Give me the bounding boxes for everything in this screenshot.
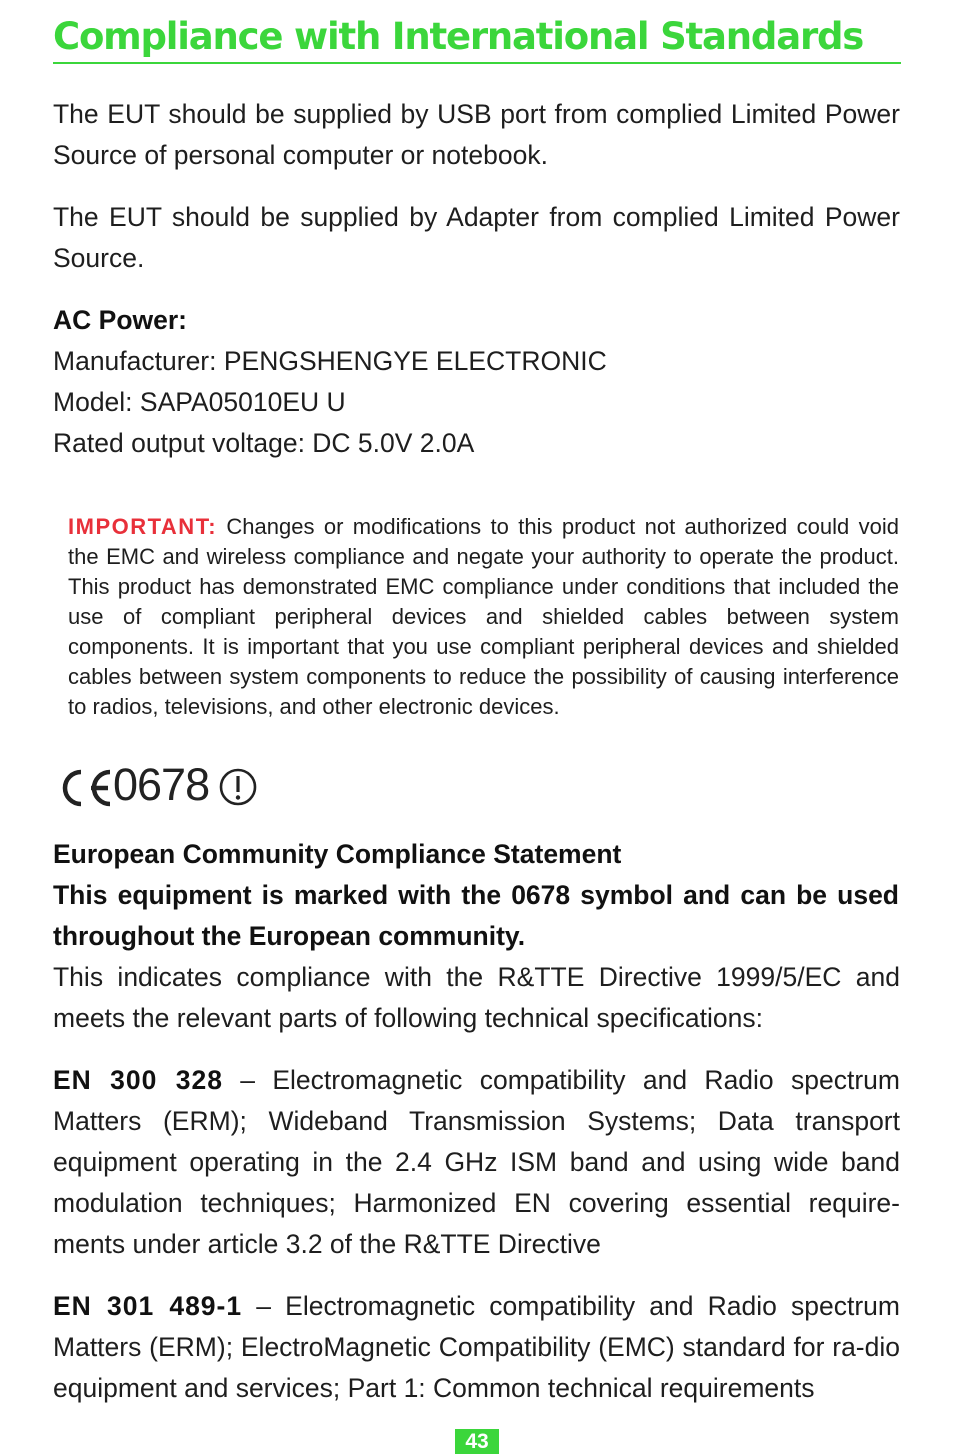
ac-power-heading: AC Power: <box>53 305 187 335</box>
standard-description: – Electromagnetic compatibility and Radio spectrum Matters (ERM); ElectroMagnetic Compatibility (EMC) standard for ra-dio equipment and services; Part 1: Common technical requirements <box>53 1291 900 1403</box>
page-number-badge: 43 <box>455 1429 499 1454</box>
usb-power-paragraph: The EUT should be supplied by USB port from complied Limited Power Source of personal computer or notebook. <box>53 99 900 170</box>
ac-power-model: Model: SAPA05010EU U <box>53 387 346 417</box>
important-label: IMPORTANT: <box>68 514 218 539</box>
eu-marking-statement: This equipment is marked with the 0678 symbol and can be used throughout the European community. <box>53 880 899 951</box>
ce-notified-body-number: 0678 <box>113 759 210 810</box>
ac-power-rated-output: Rated output voltage: DC 5.0V 2.0A <box>53 428 475 458</box>
directive-paragraph: This indicates compliance with the R&TTE Directive 1999/5/EC and meets the relevant parts of following technical specifications: <box>53 962 900 1033</box>
standard-en-301-489-1 <box>53 1286 900 1409</box>
adapter-power-paragraph: The EUT should be supplied by Adapter from complied Limited Power Source. <box>53 202 900 273</box>
standard-code: EN 300 328 <box>53 1065 223 1095</box>
standard-description: – Electromagnetic compatibility and Radio spectrum Matters (ERM); Wideband Transmission Systems; Data transport equipment operating in the 2.4 GHz ISM band and using wide band modulation techniques; Harmonized EN covering essential require-ments under article 3.2 of the R&TTE Directive <box>53 1065 900 1259</box>
standard-code: EN 301 489-1 <box>53 1291 243 1321</box>
ce-mark-icon <box>55 760 115 816</box>
eu-statement-heading: European Community Compliance Statement <box>53 839 622 869</box>
important-text: Changes or modifications to this product not authorized could void the EMC and wireless compliance and negate your authority to operate the product. This product has demonstrated EMC compliance under conditions that included the use of compliant peripheral devices and shielded cables between system components. It is important that you use compliant peripheral devices and shielded cables between system components to reduce the possibility of causing interference to radios, televisions, and other electronic devices. <box>68 514 899 719</box>
standard-en-300-328 <box>53 1060 900 1265</box>
ac-power-manufacturer: Manufacturer: PENGSHENGYE ELECTRONIC <box>53 346 607 376</box>
important-notice <box>68 512 899 722</box>
page-title: Compliance with International Standards <box>53 12 901 64</box>
alert-class-icon <box>218 767 258 807</box>
